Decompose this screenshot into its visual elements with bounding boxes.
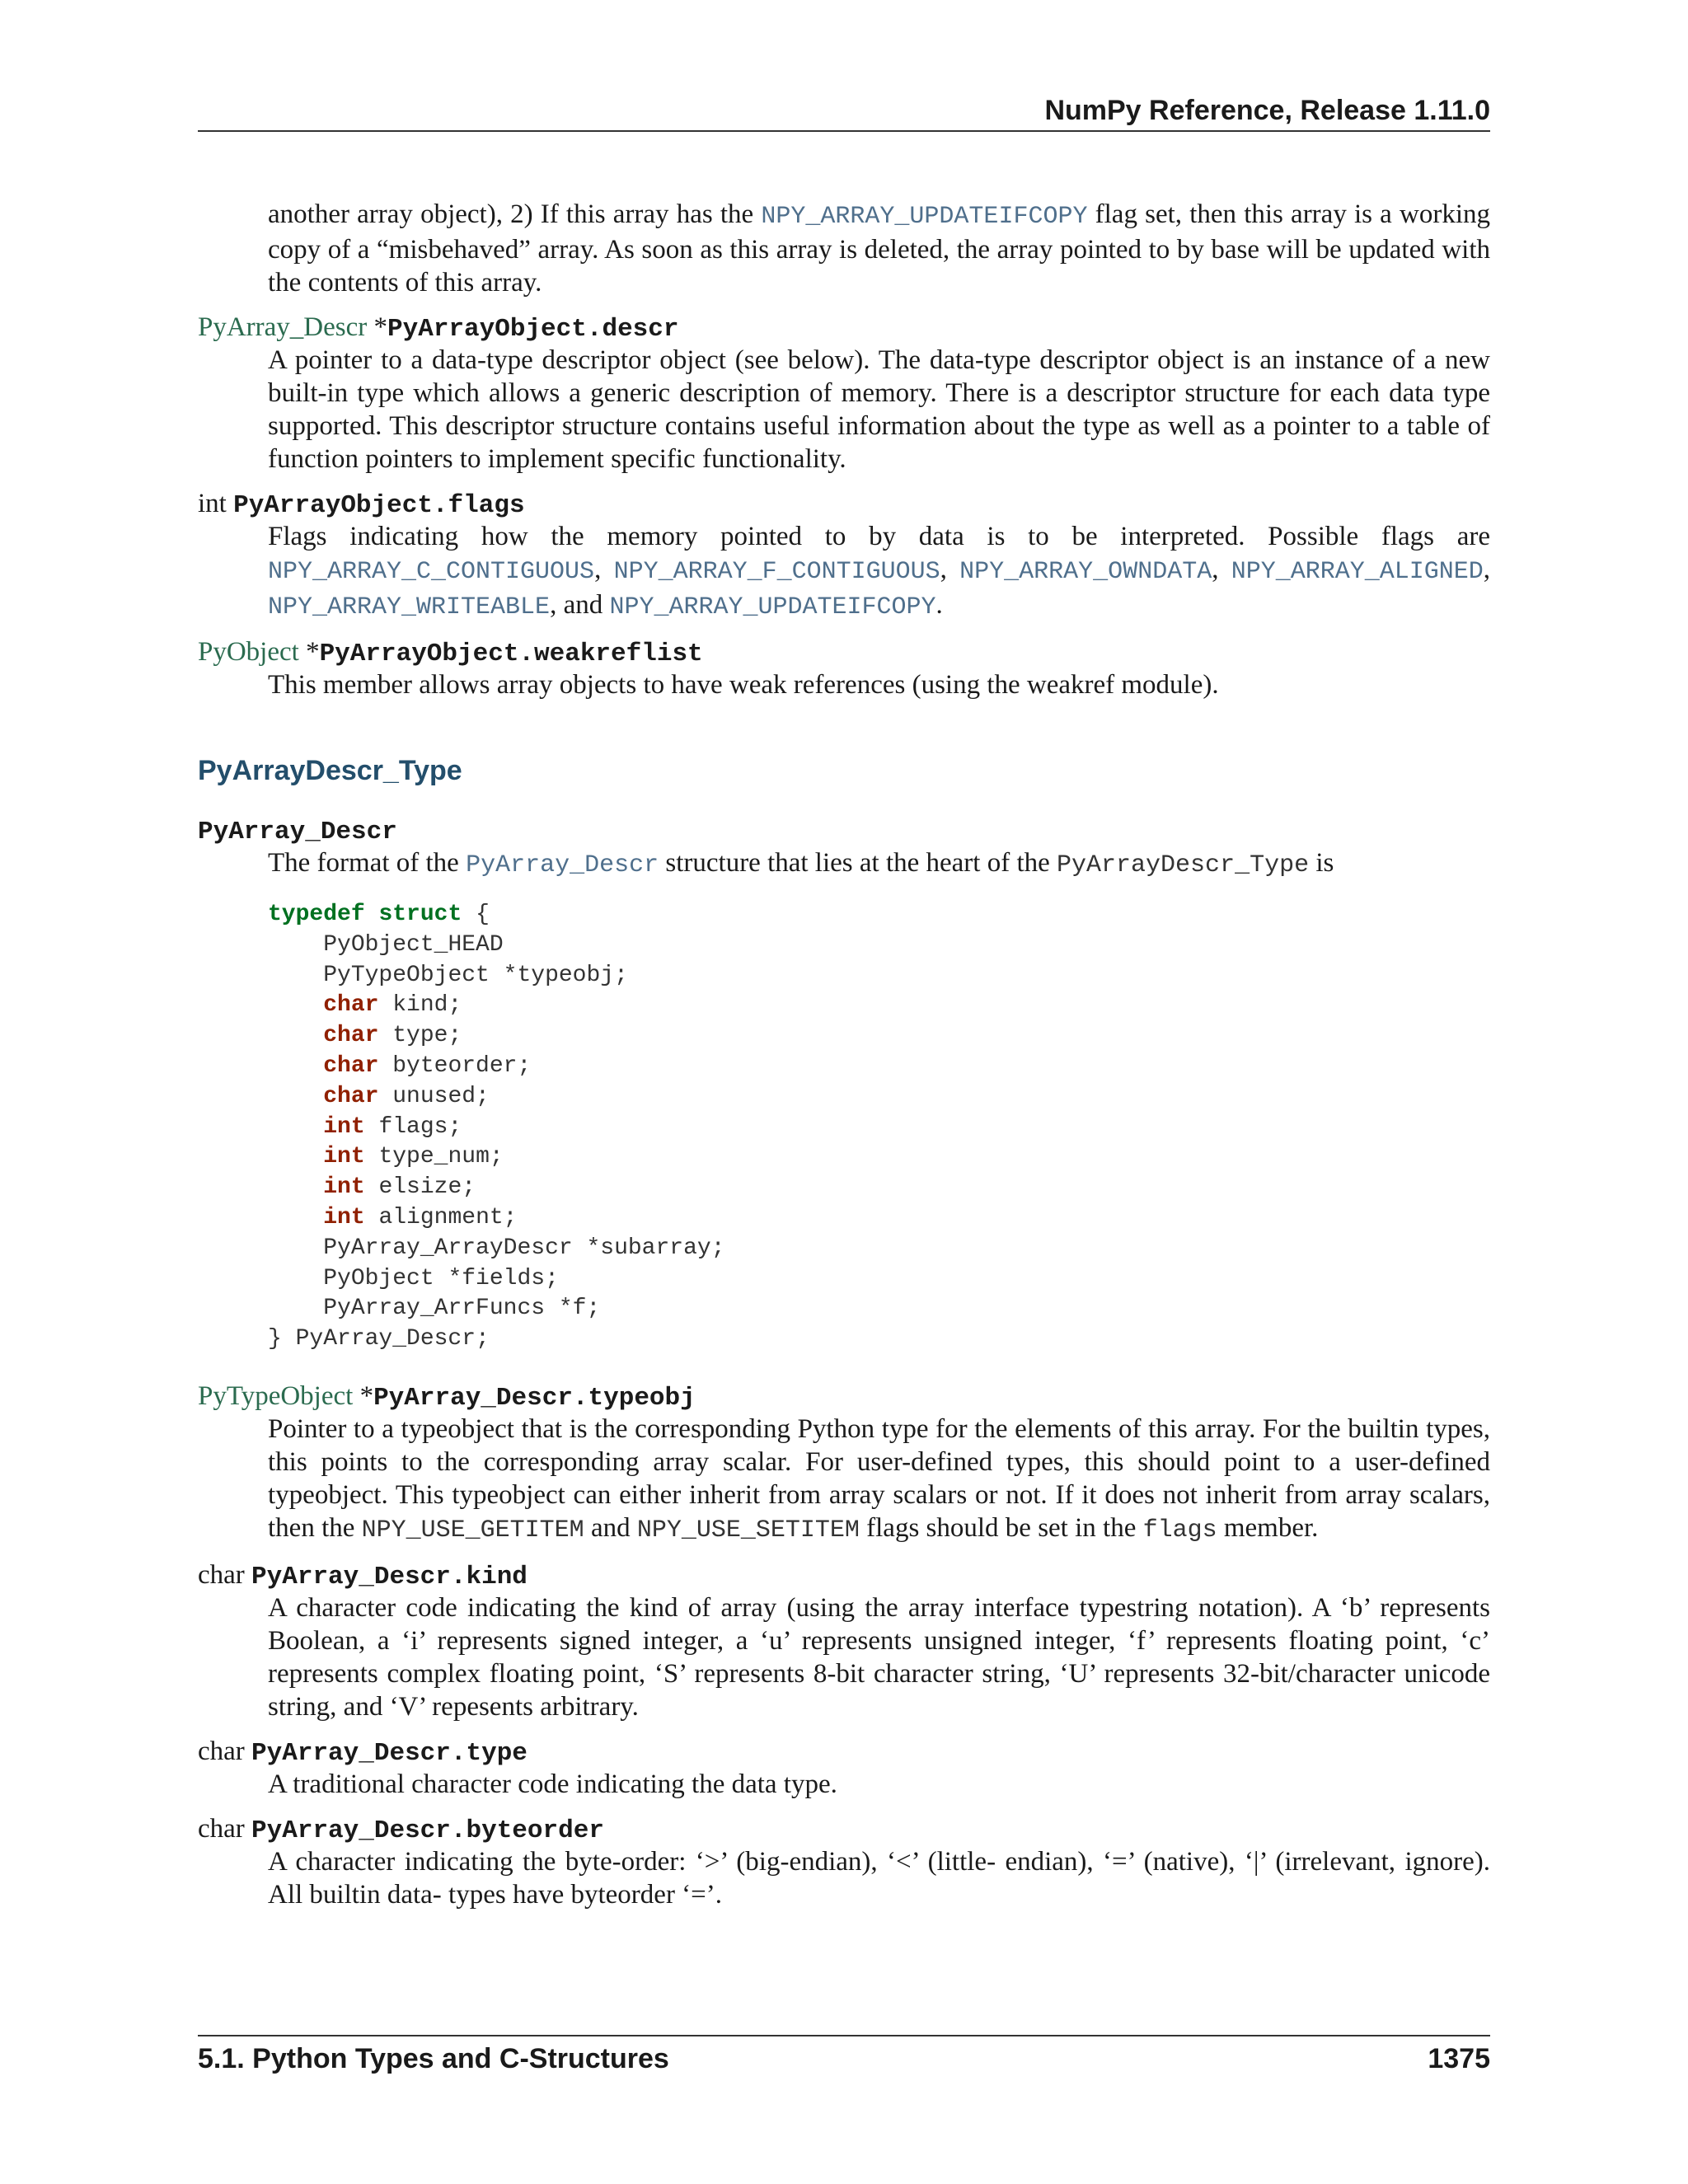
npy-use-getitem-literal: NPY_USE_GETITEM [361, 1516, 584, 1544]
type-char: char [198, 1813, 245, 1844]
description-typeobj [268, 1413, 1490, 1547]
intro-paragraph [268, 198, 1490, 299]
npy-array-updateifcopy-link[interactable]: NPY_ARRAY_UPDATEIFCOPY [609, 593, 936, 621]
code-text: type; [378, 1023, 462, 1049]
type-link-pytypeobject[interactable]: PyTypeObject [198, 1380, 354, 1411]
signature-byteorder [198, 1812, 1490, 1845]
description-weakreflist: This member allows array objects to have weak references (using the weakref module). [268, 670, 1219, 700]
type-link-pyarray-descr[interactable]: PyArray_Descr [198, 312, 368, 342]
code-line [268, 932, 504, 958]
page-body [198, 198, 1490, 1911]
separator: , [1212, 555, 1231, 584]
pointer-star: * [367, 312, 388, 342]
entry-descr [198, 311, 1490, 476]
code-text: PyArray_ArrayDescr *subarray; [323, 1235, 725, 1261]
code-type-keyword: int [323, 1113, 365, 1140]
separator: , [594, 555, 614, 584]
signature-weakreflist [198, 635, 1490, 668]
npy-array-owndata-link[interactable]: NPY_ARRAY_OWNDATA [959, 558, 1212, 586]
entry-type [198, 1735, 1490, 1801]
description-descr: A pointer to a data-type descriptor object (see below). The data-type descriptor object is an instance of a new built-in type which allows a generic description of memory. There is a descriptor structure for each data type supported. This descriptor structure contains useful information about the type as well as a pointer to a table of function pointers to implement specific functionality. [268, 345, 1490, 474]
code-close-line: } PyArray_Descr; [268, 1326, 490, 1352]
signature-type [198, 1735, 1490, 1768]
type-char: char [198, 1559, 245, 1590]
struct-name: PyArray_Descr [198, 818, 397, 846]
entry-byteorder [198, 1812, 1490, 1911]
code-line [268, 1114, 462, 1140]
keyword-struct: struct [378, 902, 462, 927]
separator: , [1483, 555, 1491, 584]
typeobj-text-2: and [584, 1512, 637, 1543]
description-struct [268, 846, 1490, 882]
code-line [268, 963, 628, 988]
code-type-keyword: char [323, 992, 379, 1019]
npy-array-c-contiguous-link[interactable]: NPY_ARRAY_C_CONTIGUOUS [268, 558, 595, 586]
typeobj-text-4: member. [1217, 1512, 1319, 1543]
separator: . [935, 590, 943, 620]
section-heading: PyArrayDescr_Type [198, 755, 462, 786]
member-name-flags: PyArrayObject.flags [233, 491, 525, 520]
code-text: PyArray_ArrFuncs *f; [323, 1296, 601, 1322]
pyarraydescr-type-literal: PyArrayDescr_Type [1057, 851, 1310, 879]
description-kind: A character code indicating the kind of array (using the array interface typestring notation). A ‘b’ represents Boolean, a ‘i’ represents signed integer, a ‘u’ represents unsigned integer, ‘f’ represents floating point, ‘c’ represents complex floating point, ‘S’ represents 8-bit character string, ‘U’ represents 32-bit/character unicode string, and ‘V’ repesents arbitrary. [268, 1592, 1490, 1722]
entry-struct [198, 813, 1490, 1355]
pointer-star: * [353, 1380, 374, 1411]
code-type-keyword: int [323, 1174, 365, 1201]
footer-rule [198, 2035, 1490, 2036]
code-line [268, 992, 462, 1018]
signature-flags [198, 487, 1490, 520]
pyarray-descr-link[interactable]: PyArray_Descr [466, 851, 659, 879]
code-text: flags; [364, 1113, 462, 1140]
code-line [268, 1266, 559, 1291]
description-flags [268, 520, 1490, 624]
signature-descr [198, 311, 1490, 344]
code-line [268, 1144, 504, 1169]
code-line [268, 1053, 531, 1079]
type-char: char [198, 1736, 245, 1766]
description-type: A traditional character code indicating the data type. [268, 1769, 837, 1799]
code-block [268, 900, 1490, 1355]
member-name-descr: PyArrayObject.descr [387, 315, 679, 344]
running-header-title: NumPy Reference, Release 1.11.0 [1044, 95, 1490, 126]
code-text: kind; [378, 992, 462, 1019]
code-type-keyword: char [323, 1052, 379, 1079]
flags-literal: flags [1142, 1516, 1217, 1544]
type-link-pyobject[interactable]: PyObject [198, 637, 299, 667]
separator: , [940, 555, 960, 584]
keyword-typedef: typedef [268, 902, 365, 927]
code-type-keyword: int [323, 1204, 365, 1230]
code-text: type_num; [364, 1144, 504, 1170]
entry-weakreflist [198, 635, 1490, 701]
code-type-keyword: char [323, 1083, 379, 1109]
code-text: PyTypeObject *typeobj; [323, 962, 628, 988]
code-text: elsize; [364, 1174, 476, 1201]
member-name-typeobj: PyArray_Descr.typeobj [373, 1383, 696, 1413]
signature-typeobj [198, 1380, 1490, 1413]
code-text: byteorder; [378, 1052, 532, 1079]
signature-struct [198, 813, 1490, 846]
flags-text: Flags indicating how the memory pointed to by data is to be interpreted. Possible flags are [268, 522, 1490, 551]
entry-flags [198, 487, 1490, 624]
intro-text-1: another array object), 2) If this array has the [268, 199, 762, 229]
code-line [268, 1174, 476, 1200]
header-rule [198, 130, 1490, 132]
code-line [268, 1023, 462, 1048]
npy-array-aligned-link[interactable]: NPY_ARRAY_ALIGNED [1231, 558, 1484, 586]
struct-text-3: is [1309, 848, 1334, 878]
code-line [268, 1235, 725, 1261]
member-name-byteorder: PyArray_Descr.byteorder [251, 1816, 604, 1845]
code-lines [268, 932, 725, 1322]
code-text: unused; [378, 1083, 490, 1109]
entry-typeobj [198, 1380, 1490, 1547]
intro-text-2: flag set, then this array is a working copy of a “misbehaved” array. As soon as this array is deleted, the array pointed to by base will be updated with the contents of this array. [268, 199, 1490, 298]
code-open-brace: { [462, 902, 490, 927]
member-name-type: PyArray_Descr.type [251, 1738, 528, 1768]
code-type-keyword: int [323, 1144, 365, 1170]
entry-kind [198, 1558, 1490, 1723]
code-line [268, 1205, 517, 1230]
separator: , and [550, 590, 610, 620]
typeobj-text-1: Pointer to a typeobject that is the corresponding Python type for the elements of this array. For the builtin types, this points to the corresponding array scalar. For user-defined types, this should point to a user-defined typeobject. This typeobject can either inherit from array scalars or not. If it does not inherit from array scalars, then the [268, 1413, 1490, 1543]
npy-use-setitem-literal: NPY_USE_SETITEM [636, 1516, 860, 1544]
npy-array-f-contiguous-link[interactable]: NPY_ARRAY_F_CONTIGUOUS [613, 558, 940, 586]
code-line [268, 1084, 490, 1109]
member-name-kind: PyArray_Descr.kind [251, 1562, 528, 1591]
typeobj-text-3: flags should be set in the [859, 1512, 1143, 1543]
member-name-weakreflist: PyArrayObject.weakreflist [319, 640, 703, 668]
struct-text-1: The format of the [268, 848, 467, 878]
code-text: alignment; [364, 1204, 518, 1230]
code-line [268, 1296, 600, 1321]
description-byteorder: A character indicating the byte-order: ‘>’ (big-endian), ‘<’ (little- endian), ‘=’ (native), ‘|’ (irrelevant, ignore). All builtin data- types have byteorder ‘=’. [268, 1846, 1490, 1910]
page-number: 1375 [1428, 2043, 1490, 2074]
code-text: PyObject *fields; [323, 1265, 559, 1291]
signature-kind [198, 1558, 1490, 1591]
footer-section-title: 5.1. Python Types and C-Structures [198, 2043, 669, 2074]
code-text: PyObject_HEAD [323, 931, 504, 958]
npy-array-writeable-link[interactable]: NPY_ARRAY_WRITEABLE [268, 593, 551, 621]
pointer-star: * [298, 637, 320, 667]
struct-text-2: structure that lies at the heart of the [659, 848, 1057, 878]
code-type-keyword: char [323, 1023, 379, 1049]
npy-array-updateifcopy-link[interactable]: NPY_ARRAY_UPDATEIFCOPY [761, 203, 1088, 231]
type-int: int [198, 489, 227, 518]
